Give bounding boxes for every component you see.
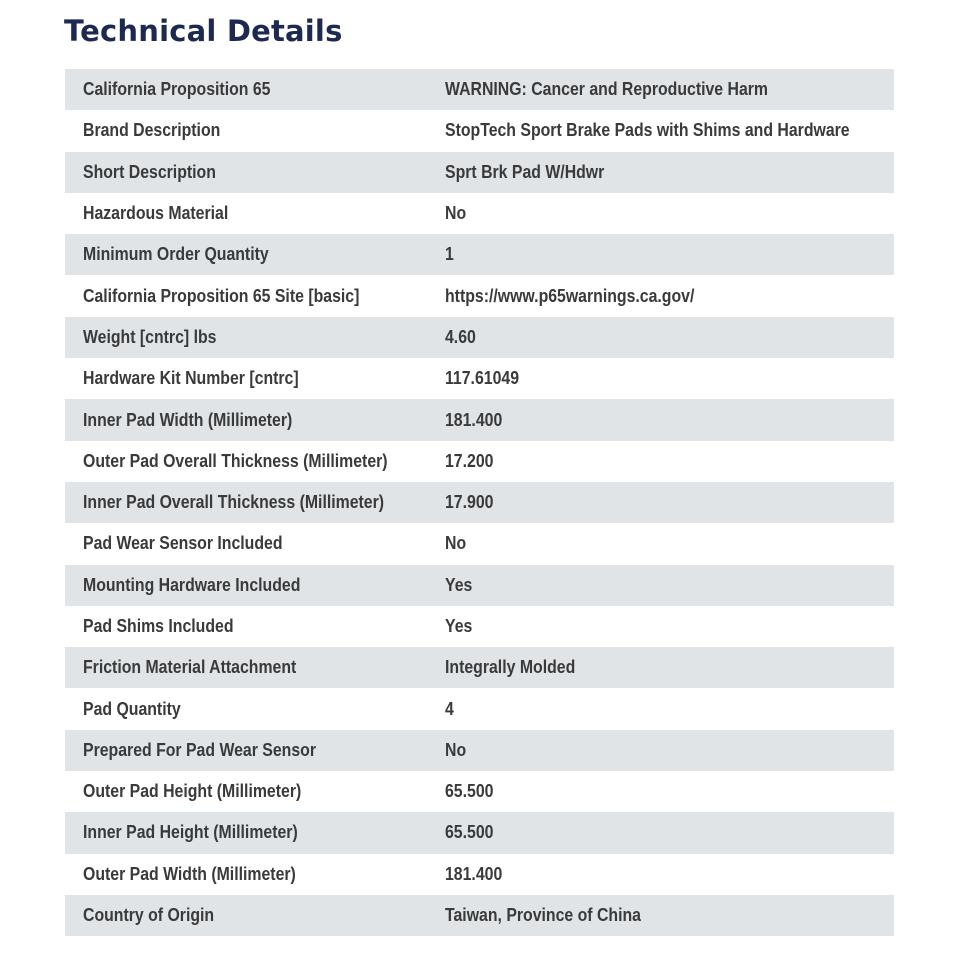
spec-value: 17.900: [445, 492, 494, 513]
spec-value-cell: [427, 234, 894, 275]
spec-label-cell: [65, 688, 427, 729]
page-title: Technical Details: [64, 14, 343, 48]
spec-label-cell: [65, 895, 427, 936]
spec-label-cell: [65, 441, 427, 482]
spec-label: Outer Pad Width (Millimeter): [83, 863, 296, 884]
table-row: [65, 358, 894, 399]
spec-value-cell: [427, 730, 894, 771]
table-row: [65, 234, 894, 275]
spec-label-cell: [65, 234, 427, 275]
spec-value-cell: [427, 565, 894, 606]
table-row: [65, 482, 894, 523]
spec-value: Taiwan, Province of China: [445, 905, 641, 926]
spec-value: WARNING: Cancer and Reproductive Harm: [445, 79, 769, 100]
spec-value-cell: [427, 275, 894, 316]
table-row: [65, 441, 894, 482]
spec-value: 65.500: [445, 822, 494, 843]
spec-value-cell: [427, 317, 894, 358]
spec-label-cell: [65, 730, 427, 771]
spec-label: Friction Material Attachment: [83, 657, 297, 678]
table-row: [65, 854, 894, 895]
spec-value: Yes: [445, 574, 473, 595]
spec-label-cell: [65, 482, 427, 523]
spec-label: Pad Quantity: [83, 698, 181, 719]
spec-value: 4: [445, 698, 454, 719]
spec-label: Brand Description: [83, 120, 221, 141]
spec-label: Outer Pad Overall Thickness (Millimeter): [83, 450, 388, 471]
spec-label-cell: [65, 69, 427, 110]
spec-value-cell: [427, 441, 894, 482]
spec-label-cell: [65, 275, 427, 316]
spec-value-cell: [427, 193, 894, 234]
technical-details-table: [65, 69, 894, 936]
spec-label-cell: [65, 317, 427, 358]
spec-value: Sprt Brk Pad W/Hdwr: [445, 161, 605, 182]
spec-value: No: [445, 203, 467, 224]
spec-label: Country of Origin: [83, 905, 215, 926]
spec-value-cell: [427, 399, 894, 440]
spec-value: 65.500: [445, 781, 494, 802]
spec-label-cell: [65, 110, 427, 151]
spec-value: No: [445, 533, 467, 554]
spec-value-cell: [427, 523, 894, 564]
spec-label-cell: [65, 193, 427, 234]
spec-value-cell: [427, 895, 894, 936]
spec-value-cell: [427, 152, 894, 193]
spec-label-cell: [65, 399, 427, 440]
table-row: [65, 730, 894, 771]
table-row: [65, 523, 894, 564]
spec-label-cell: [65, 812, 427, 853]
spec-label: Minimum Order Quantity: [83, 244, 269, 265]
spec-value-cell: [427, 771, 894, 812]
table-row: [65, 688, 894, 729]
spec-value-cell: [427, 358, 894, 399]
spec-value: 117.61049: [445, 368, 520, 389]
spec-label: Hardware Kit Number [cntrc]: [83, 368, 299, 389]
spec-label: Pad Shims Included: [83, 616, 234, 636]
table-row: [65, 771, 894, 812]
spec-value: No: [445, 739, 467, 760]
spec-value: 181.400: [445, 409, 503, 430]
spec-label: Inner Pad Overall Thickness (Millimeter): [83, 492, 385, 513]
spec-label-cell: [65, 523, 427, 564]
table-row: [65, 606, 894, 647]
table-row: [65, 275, 894, 316]
spec-value-cell: [427, 606, 894, 647]
spec-value: 4.60: [445, 326, 476, 347]
table-row: [65, 399, 894, 440]
spec-label-cell: [65, 565, 427, 606]
spec-value-cell: [427, 69, 894, 110]
spec-label: Prepared For Pad Wear Sensor: [83, 739, 316, 760]
spec-value-cell: [427, 812, 894, 853]
prop65-site-link[interactable]: https://www.p65warnings.ca.gov/: [445, 285, 695, 306]
table-row: [65, 647, 894, 688]
spec-label-cell: [65, 854, 427, 895]
spec-label: Mounting Hardware Included: [83, 574, 301, 595]
spec-value: 181.400: [445, 863, 503, 884]
spec-value: StopTech Sport Brake Pads with Shims and Hardware: [445, 120, 850, 141]
spec-value-cell: [427, 854, 894, 895]
table-row: [65, 193, 894, 234]
spec-label: Outer Pad Height (Millimeter): [83, 781, 302, 802]
spec-label: Inner Pad Height (Millimeter): [83, 822, 298, 843]
spec-label: Inner Pad Width (Millimeter): [83, 409, 293, 430]
spec-label-cell: [65, 606, 427, 647]
table-row: [65, 895, 894, 936]
table-row: [65, 317, 894, 358]
spec-label: Short Description: [83, 161, 216, 182]
spec-label: Hazardous Material: [83, 203, 229, 224]
spec-value: Yes: [445, 616, 473, 636]
spec-value-cell: [427, 688, 894, 729]
spec-label: California Proposition 65: [83, 79, 271, 100]
spec-value: Integrally Molded: [445, 657, 576, 678]
spec-label-cell: [65, 152, 427, 193]
spec-label: Weight [cntrc] lbs: [83, 326, 217, 347]
spec-value: 17.200: [445, 450, 494, 471]
table-row: [65, 152, 894, 193]
spec-value-cell: [427, 647, 894, 688]
table-row: [65, 69, 894, 110]
table-row: [65, 565, 894, 606]
spec-value-cell: [427, 110, 894, 151]
table-row: [65, 110, 894, 151]
table-row: [65, 812, 894, 853]
spec-label: Pad Wear Sensor Included: [83, 533, 283, 554]
spec-value-cell: [427, 482, 894, 523]
spec-label: California Proposition 65 Site [basic]: [83, 285, 360, 306]
spec-label-cell: [65, 358, 427, 399]
spec-label-cell: [65, 647, 427, 688]
spec-value: 1: [445, 244, 454, 265]
spec-label-cell: [65, 771, 427, 812]
